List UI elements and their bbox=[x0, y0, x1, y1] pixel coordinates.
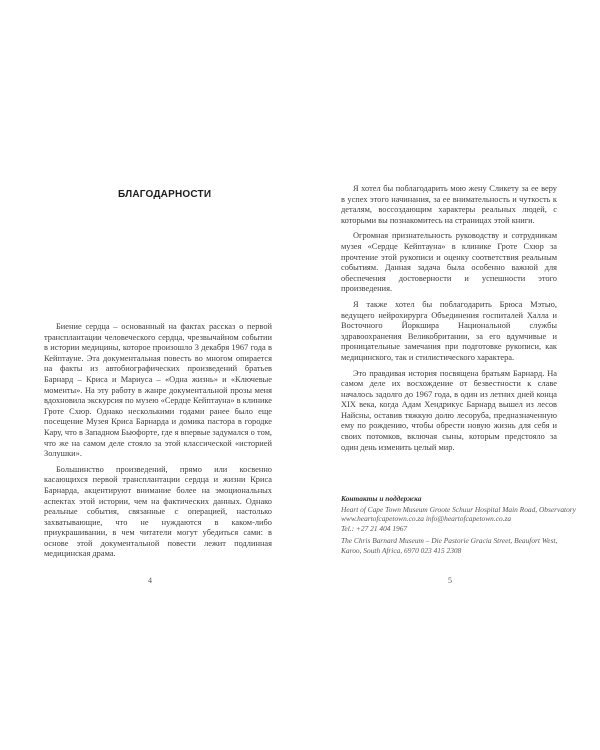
right-paragraph-1: Я хотел бы поблагодарить мою жену Сликету за ее веру в успех этого начинания, за ее внимательность и чуткость к деталям, воссоздающим характеры реальных людей, с которыми вы познакомитесь на страницах этой книги. bbox=[341, 184, 557, 225]
page-number-left: 4 bbox=[148, 576, 152, 585]
left-paragraph-1: Биение сердца – основанный на фактах рассказ о первой трансплантации человеческого сердца, чрезвычайном событии в истории медицины, которое произошло 3 декабря 1967 года в Кейптауне. Эта документальная повесть во многом опирается на факты из автобиографических произведений братьев Барнард – Криса и Мариуса – «Одна жизнь» и «Ключевые моменты». На эту работу в жанре документальной прозы меня вдохновила экскурсия по музею «Сердце Кейптауна» в клинике Гроте Схюр. Однако несколькими годами ранее было еще посещение Музея Криса Барнарда и домика пастора в городке Кару, что в Западном Бьюфорте, где я впервые задумался о том, что же на самом деле стояло за этой классической «историей Золушки». bbox=[44, 322, 272, 459]
left-text-column bbox=[44, 322, 272, 565]
barnard-museum-location: Karoo, South Africa, 6970 023 415 2308 bbox=[341, 545, 462, 555]
acknowledgements-heading: БЛАГОДАРНОСТИ bbox=[118, 189, 212, 200]
right-paragraph-4: Это правдивая история посвящена братьям Барнард. На самом деле их восхождение от безвестности к славе началось задолго до 1967 года, в один из летних дней конца XIX века, когда Адам Хендрикус Барнард вышел из лесов Найсны, оставив тяжкую долю лесоруба, предназначенную ему по рождению, чтобы обрести новую жизнь для себя и своих потомков, включая сыны, которым предстояло за один день изменить целый мир. bbox=[341, 368, 557, 452]
museum-phone: Tel.: +27 21 404 1967 bbox=[341, 523, 408, 533]
contacts-title: Контакты и поддержка bbox=[341, 494, 422, 503]
contacts-block bbox=[341, 494, 581, 556]
page-number-right: 5 bbox=[448, 576, 452, 585]
barnard-museum-address: The Chris Barnard Museum – Die Pastorie Gracia Street, Beaufort West, bbox=[341, 536, 558, 546]
museum-address: Heart of Cape Town Museum Groote Schuur Hospital Main Road, Observatory bbox=[341, 504, 576, 514]
right-text-column bbox=[341, 184, 557, 458]
museum-web-links[interactable]: www.heartofcapetown.co.za info@heartofcapetown.co.za bbox=[341, 514, 512, 524]
right-page bbox=[300, 0, 600, 750]
right-paragraph-2: Огромная признательность руководству и сотрудникам музея «Сердце Кейптауна» в клинике Гроте Схюр за прочтение этой рукописи и оценку соответствия реальным событиям. Данная задача была особенно важной для обеспечения достоверности и успешности этого произведения. bbox=[341, 231, 557, 294]
left-paragraph-2: Большинство произведений, прямо или косвенно касающихся первой трансплантации сердца и жизни Криса Барнарда, акцентируют внимание более на эмоциональных аспектах этой истории, чем на фактических данных. Однако реальные события, связанные с операцией, настолько захватывающие, что не нуждаются в каком-либо приукрашивании, в чем читатели могут убедиться сами: в основе этой документальной повести лежит подлинная медицинская драма. bbox=[44, 464, 272, 559]
right-paragraph-3: Я также хотел бы поблагодарить Брюса Мэтью, ведущего нейрохирурга Объединения госпиталей Халла и Восточного Йоркшира Национальной службы здравоохранения Великобритании, за его вдумчивые и проницательные замечания при подготовке рукописи, как медицинского, так и стилистического характера. bbox=[341, 299, 557, 362]
